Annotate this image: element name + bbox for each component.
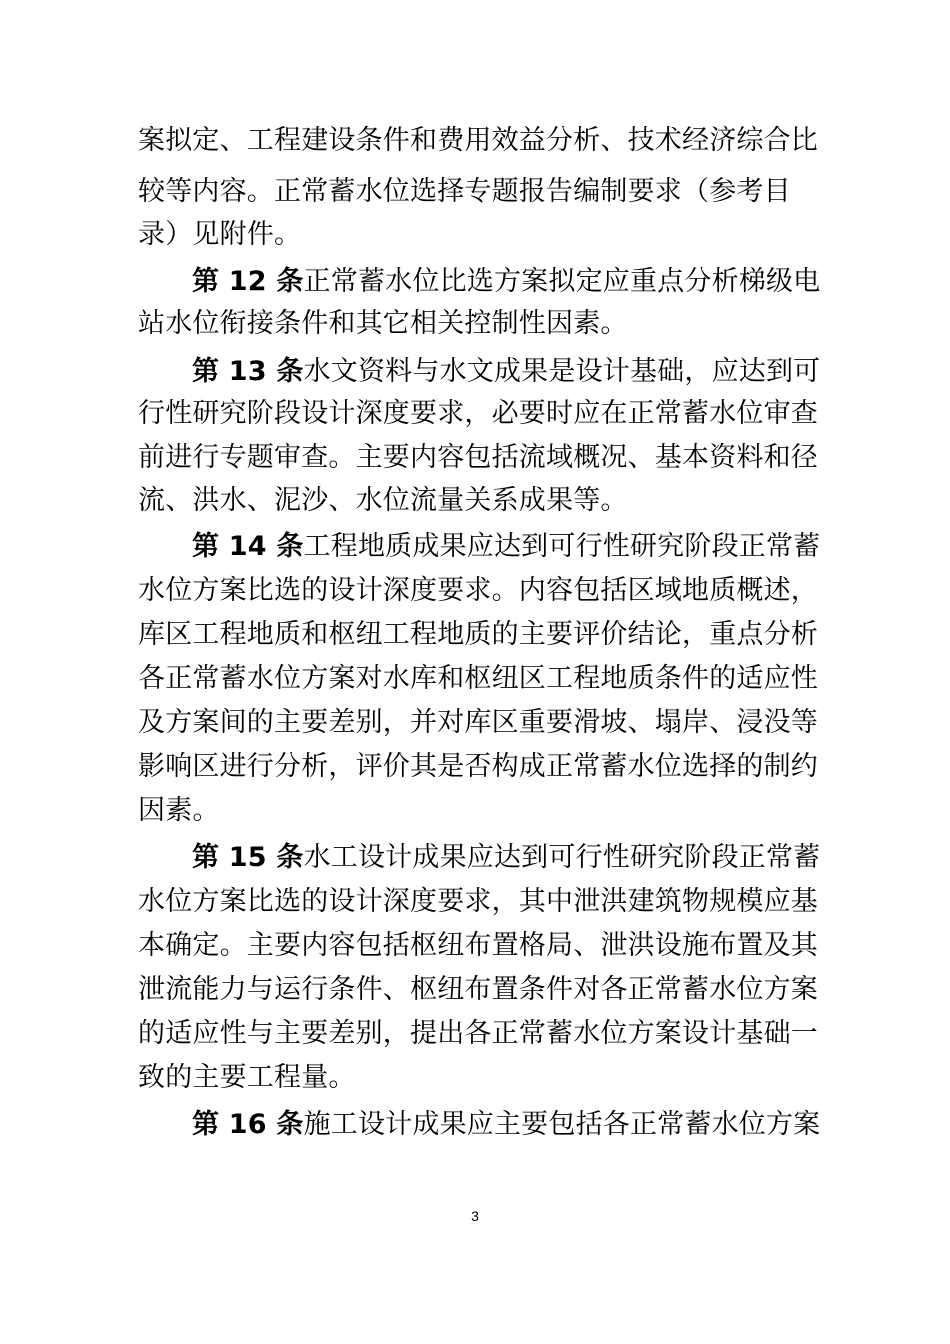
text-line: 致的主要工程量。 — [138, 1062, 356, 1093]
text-line: 本确定。主要内容包括枢纽布置格局、泄洪设施布置及其 — [138, 930, 818, 961]
article-15-line: 第 15 条水工设计成果应达到可行性研究阶段正常蓄 — [192, 842, 821, 873]
article-label: 第 13 条 — [192, 356, 304, 387]
text-line: 行性研究阶段设计深度要求，必要时应在正常蓄水位审查 — [138, 398, 818, 429]
article-16-line: 第 16 条施工设计成果应主要包括各正常蓄水位方案 — [192, 1109, 821, 1140]
article-label: 第 12 条 — [192, 266, 304, 297]
text-line: 流、洪水、泥沙、水位流量关系成果等。 — [138, 485, 628, 516]
text-line: 水位方案比选的设计深度要求。内容包括区域地质概述， — [138, 575, 818, 606]
text-line: 因素。 — [138, 795, 220, 826]
text-line: 较等内容。正常蓄水位选择专题报告编制要求（参考目 — [138, 176, 791, 207]
article-label: 第 16 条 — [192, 1109, 304, 1140]
article-label: 第 15 条 — [192, 842, 304, 873]
text-line: 的适应性与主要差别，提出各正常蓄水位方案设计基础一 — [138, 1018, 818, 1049]
text-line: 水位方案比选的设计深度要求，其中泄洪建筑物规模应基 — [138, 886, 818, 917]
text-line: 库区工程地质和枢纽工程地质的主要评价结论，重点分析 — [138, 619, 818, 650]
page-number: 3 — [471, 1208, 479, 1224]
text-line: 前进行专题审查。主要内容包括流域概况、基本资料和径 — [138, 442, 818, 473]
text-line: 案拟定、工程建设条件和费用效益分析、技术经济综合比 — [138, 125, 818, 156]
text-line: 各正常蓄水位方案对水库和枢纽区工程地质条件的适应性 — [138, 663, 818, 694]
text-line: 站水位衔接条件和其它相关控制性因素。 — [138, 308, 628, 339]
text-line: 及方案间的主要差别，并对库区重要滑坡、塌岸、浸没等 — [138, 707, 818, 738]
text-line: 录）见附件。 — [138, 219, 302, 250]
article-14-line: 第 14 条工程地质成果应达到可行性研究阶段正常蓄 — [192, 531, 821, 562]
text-line: 泄流能力与运行条件、枢纽布置条件对各正常蓄水位方案 — [138, 974, 818, 1005]
text-line: 影响区进行分析，评价其是否构成正常蓄水位选择的制约 — [138, 751, 818, 782]
article-13-line: 第 13 条水文资料与水文成果是设计基础，应达到可 — [192, 356, 821, 387]
article-12-line: 第 12 条正常蓄水位比选方案拟定应重点分析梯级电 — [192, 266, 821, 297]
article-label: 第 14 条 — [192, 531, 304, 562]
